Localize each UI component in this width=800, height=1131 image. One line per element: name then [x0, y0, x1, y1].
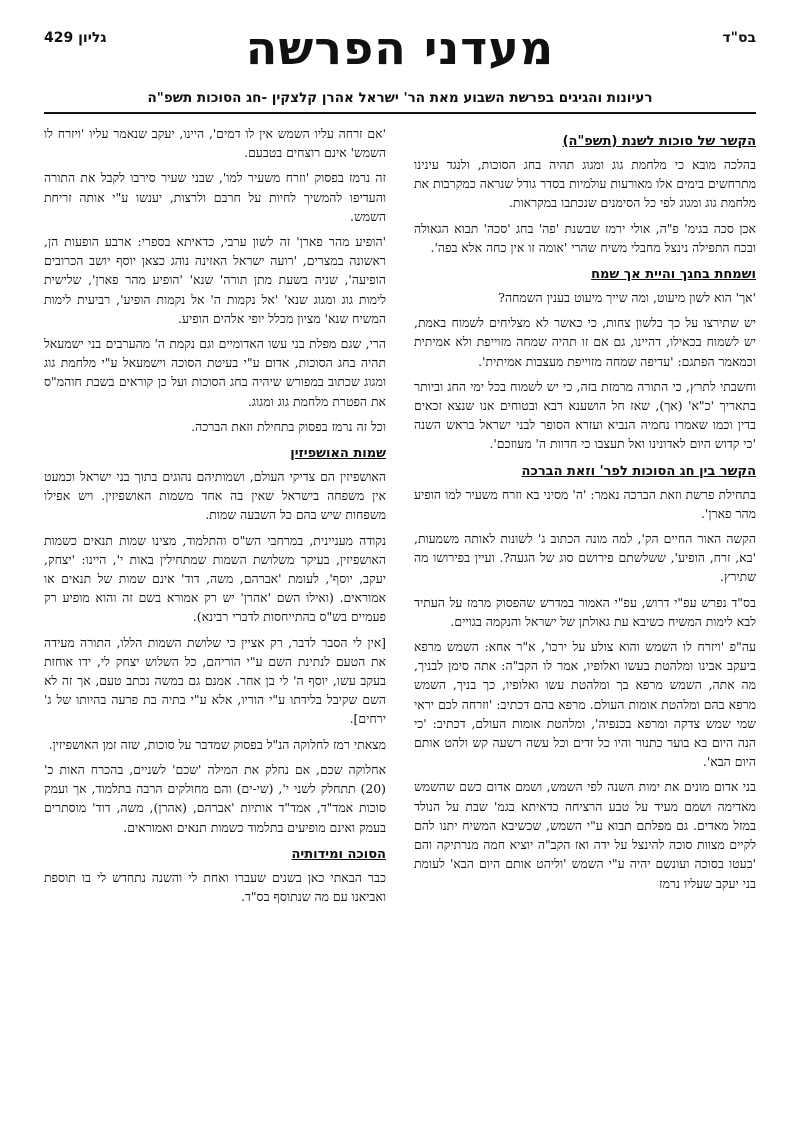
paragraph: 'אם זרחה עליו השמש אין לו דמים', היינו, יעקב שנאמר עליו 'ויזרח לו השמש' אינם רוצחים בטבעם.: [44, 126, 386, 161]
columns: [44, 124, 756, 1109]
issue-number: גליון 429: [44, 30, 107, 46]
left-column: [44, 124, 386, 1109]
paragraph: אחלוקה שכם, אם נחלק את המילה 'שכם' לשניים, בהכרח האות כ' (20) תתחלק לשני י', (שי-ים) והם מחולקים הרבה בתלמוד, אך ועמק סוכות אמד"ד, אמד"ד אותיות 'אברהם, (אהרן), משה, דוד' מוסתרים בעמק ואינם מופיעים בתלמוד כשמות תנאים ואמוראים.: [44, 761, 386, 835]
paragraph: האושפיזין הם צדיקי העולם, ושמותיהם נהוגים בתוך בני ישראל וכמעט אין משפחה בישראל שאין בה אחד משמות האושפיזין. ויש אפילו משפחות שיש בהם כל השבעה שמות.: [44, 469, 386, 523]
paragraph: 'אך' הוא לשון מיעוט, ומה שייך מיעוט בענין השמחה?: [498, 290, 756, 306]
section-title-ushpizin: שמות האושפיזין: [290, 446, 386, 462]
section-title-year: הקשר של סוכות לשנת (תשפ"ה): [562, 134, 756, 149]
paragraph: בס"ד נפרש עפ"י דרוש, עפ"י האמור במדרש שהפסוק מרמז על העתיד לבא לימות המשיח כשיבא עת גאולתן של ישראל והנקמה בגויים.: [414, 594, 756, 629]
paragraph: הקשה האור החיים הק', למה מונה הכתוב ג' לשונות לאותה משמעות, 'בא, זרח, הופיע', ששלשתם פירושם סוג של הגעה?. ועיין בפירושו מה שתירץ.: [414, 531, 756, 585]
header-divider: [44, 112, 756, 114]
newsletter-title: מעדני הפרשה: [245, 21, 555, 75]
newsletter-subtitle: רעיונות והגיגים בפרשת השבוע מאת הר' ישראל אהרן קלצקין -חג הסוכות תשפ"ה: [147, 90, 653, 106]
paragraph: וחשבתי לתרץ, כי התורה מרמזת בזה, כי יש לשמוח בכל ימי החג וביותר בתאריך 'כ"א' (אך), שאז חל הושענא רבא ובטוחים אנו שנצא זכאים בדין וכמו שאמרו נחמיה הנביא ועזרא הסופר לבני ישראל בראש השנה 'כי קדוש היום לאדונינו ואל תעצבו כי חדוות ה' מעוזכם'.: [414, 378, 756, 452]
paragraph: וכל זה נרמז בפסוק בתחילת וזאת הברכה.: [191, 418, 386, 434]
paragraph: בני אדום מונים את ימות השנה לפי השמש, ושמם אדום כשם שהשמש מאדימה ושמם מעיד על טבע הרציחה כדאיתא בגמ' שבת על הנולד במזל מאדים. גם מפלתם תבוא ע"י השמש, שכשיבא המשיח יתנו להם לקיים מצוות סוכה להינצל על ידה ואז הקב"ה יוציא חמה מנרתיקה והם 'בעטו בסוכה ועונשם יהיה ע"י השמש 'וליהט אותם היום הבא' לעומת בני יעקב שעליו נרמז: [414, 779, 756, 891]
section-title-simcha: ושמחת בחגך והיית אך שמח: [591, 267, 756, 283]
section-title-vezot-habracha: הקשר בין חג הסוכות לפר' וזאת הברכה: [521, 463, 756, 479]
paragraph: בתחילת פרשת וזאת הברכה נאמר: 'ה' מסיני בא וזרח משעיר למו הופיע מהר פארן'.: [414, 486, 756, 521]
paragraph: מצאתי רמז לחלוקה הנ"ל בפסוק שמדבר על סוכות, שזה זמן האושפיזין.: [48, 736, 386, 752]
right-column: [414, 124, 756, 1109]
paragraph: זה נרמז בפסוק 'וזרח משעיר למו', שבני שעיר סירבו לקבל את התורה והעדיפו להמשיך לחיות על חרבם ולרצות, יענשו ע"י אותה זריחת השמש.: [44, 170, 386, 224]
section-title-sukkah-measures: הסוכה ומידותיה: [291, 846, 386, 862]
paragraph: [אין לי הסבר לדבר, רק אציין כי שלושת השמות הללו, התורה מעידה את הטעם לנתינת השם ע"י הוריהם, כל השלוש יצחק לי, ידו אוחזת בעקב עשו, יוסף ה' לי בן אחר. אמנם גם במשה נכתב טעם, אך זה לא השם שקיבל בלידתו ע"י הוריו, אלא ע"י בתיה בת פרעה בהיותו של ג' ירחים].: [44, 634, 386, 727]
paragraph: 'הופיע מהר פארן' זה לשון ערבי, כדאיתא בספרי: ארבע הופעות הן, ראשונה במצרים, 'רועה ישראל האזינה נוהג כצאן יוסף יושב הכרובים הופיעה', שניה בשעת מתן תורה' שנא' 'הופיע מהר פארן', שלישית לימות גוג ומגוג שנא' 'אל נקמות ה' אל נקמות הופיע', רביעית לימות המשיח שנא' מציון מכלל יופי אלהים הופיע.: [44, 234, 386, 326]
paragraph: הרי, שגם מפלת בני עשו האדומיים וגם נקמת ה' מהערבים בני ישמעאל תהיה בחג הסוכות, אדום ע"י בעיטת הסוכה וישמעאל ע"י מלחמת גוג ומגוג שכתוב במפורש שיהיה בחג הסוכות ועל כן קוראים בשבת חוהמ"ס את הפטרת מלחמת גוג ומגוג.: [44, 336, 386, 409]
paragraph: בהלכה מובא כי מלחמת גוג ומגוג תהיה בחג הסוכות, ולנגד עינינו מתרחשים בימים אלו מאורעות עולמיות בסדר גודל שנראה כמקרבות את מלחמת גוג ומגוג לפי כל הסימנים שנכתבו במקראות.: [414, 157, 756, 211]
bsd-mark: בס"ד: [722, 30, 756, 46]
newsletter-page: [44, 22, 756, 1112]
paragraph: כבר הבאתי כאן בשנים שעברו ואחת לי והשנה נתחדש לי בו תוספת ואביאנו עם מה שנתוסף בס"ד.: [44, 869, 386, 904]
paragraph: עה"פ 'ויזרח לו השמש והוא צולע על ירכו', א"ר אחא: השמש מרפא ביעקב אבינו ומלהטת בעשו ואלופיו, אמר לו הקב"ה: אתה סימן לבניך, מה אתה, השמש מרפא בך ומלהטת עשו ואלופיו, כך בניך, השמש מרפא בהם ומלהטת אומות העולם. מרפא בהם דכתיב: 'וזרחה לכם יראי שמי שמש צדקה ומרפא בכנפיה', ומלהטת אומות העולם, דכתיב: 'כי הנה היום בא בוער כתנור והיו כל זדים וכל עשה רשעה קש ולהט אותם היום הבא'.: [414, 639, 756, 770]
paragraph: יש שתירצו על כך בלשון צחות, כי כאשר לא מצליחים לשמוח באמת, יש לשמוח בכאילו, דהיינו, גם אם זו תהיה שמחה מזוייפת ולא אמיתית וכמאמר הפתגם: 'עדיפה שמחה מזוייפת מעצבות אמיתית'.: [414, 315, 756, 369]
paragraph: אכן סכה בגימ' פ"ה, אולי ירמז שבשנת 'פה' בחג 'סכה' תבוא הגאולה ובכח התפילה נינצל מחבלי משיח שהרי 'אומה זו אין כחה אלא בפה'.: [414, 220, 756, 255]
masthead: [44, 22, 756, 86]
paragraph: נקודה מעניינית, במרחבי הש"ס והתלמוד, מצינו שמות תנאים כשמות האושפיזין, בעיקר משלושת השמות שמתחילין באות י', היינו: 'יצחק, יעקב, יוסף', לעומת 'אברהם, משה, דוד' אינם שמות של תנאים או אמוראים. (ואילו השם 'אהרן' יש רק אמורא בשם זה והוא מופיע רק פעמיים בש"ס בהתייחסות לדברי רבינא).: [44, 532, 386, 625]
